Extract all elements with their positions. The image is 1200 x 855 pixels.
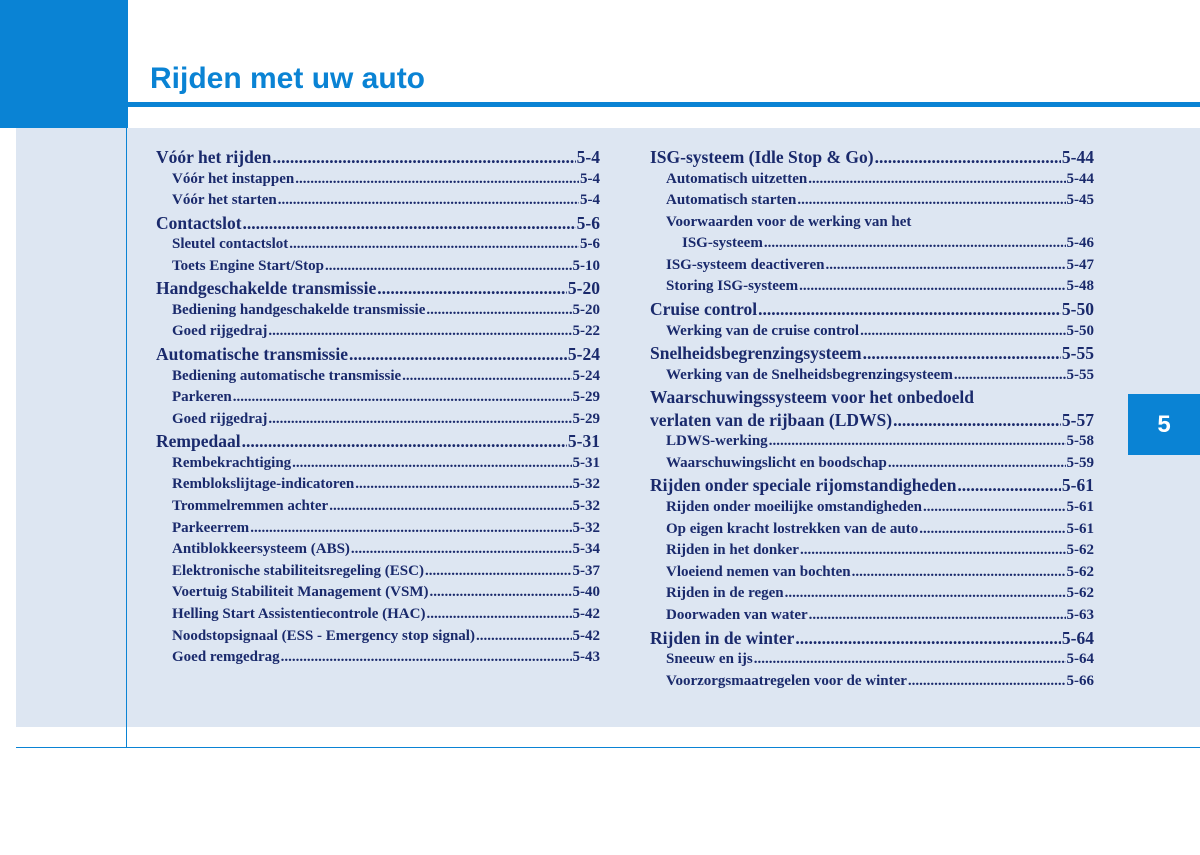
toc-entry-page: 5-29 bbox=[572, 389, 600, 406]
toc-entry-title: Voorwaarden voor de werking van het bbox=[666, 213, 912, 230]
toc-entry-page: 5-46 bbox=[1066, 235, 1094, 252]
toc-chapter-entry bbox=[650, 146, 1094, 169]
toc-section-entry bbox=[156, 234, 600, 256]
dot-leader bbox=[852, 562, 1066, 584]
toc-section-entry bbox=[650, 365, 1094, 387]
toc-entry-title: Goed rijgedraj bbox=[172, 323, 268, 340]
dot-leader bbox=[268, 409, 571, 431]
toc-entry-title: Noodstopsignaal (ESS - Emergency stop signal) bbox=[172, 627, 475, 644]
dot-leader bbox=[281, 647, 572, 669]
toc-entry-title: Rijden in de regen bbox=[666, 585, 784, 602]
margin-rule-vertical bbox=[126, 128, 127, 748]
toc-entry-title: Rijden in de winter bbox=[650, 627, 795, 648]
dot-leader bbox=[808, 169, 1065, 191]
footer-rule bbox=[16, 747, 1200, 748]
dot-leader bbox=[785, 583, 1066, 605]
toc-section-entry bbox=[650, 453, 1094, 475]
toc-entry-page: 5-10 bbox=[572, 257, 600, 274]
dot-leader bbox=[908, 671, 1066, 693]
toc-chapter-entry bbox=[650, 409, 1094, 432]
toc-section-entry bbox=[156, 626, 600, 648]
toc-entry-page: 5-20 bbox=[567, 278, 600, 299]
toc-entry-page: 5-44 bbox=[1066, 170, 1094, 187]
toc-entry-page: 5-29 bbox=[572, 410, 600, 427]
toc-section-entry bbox=[650, 497, 1094, 519]
toc-entry-title: Cruise control bbox=[650, 299, 758, 320]
toc-section-entry bbox=[156, 256, 600, 278]
toc-entry-title: Voertuig Stabiliteit Management (VSM) bbox=[172, 584, 429, 601]
toc-entry-title: Werking van de cruise control bbox=[666, 322, 860, 339]
toc-entry-page: 5-34 bbox=[572, 541, 600, 558]
toc-section-entry bbox=[650, 562, 1094, 584]
toc-section-entry bbox=[650, 605, 1094, 627]
toc-entry-title: Rempedaal bbox=[156, 431, 241, 452]
toc-entry-page: 5-42 bbox=[572, 627, 600, 644]
dot-leader bbox=[769, 431, 1066, 453]
toc-entry-page: 5-50 bbox=[1066, 322, 1094, 339]
toc-entry-title: Sleutel contactslot bbox=[172, 236, 289, 253]
toc-section-entry bbox=[156, 409, 600, 431]
toc-entry-page: 5-4 bbox=[580, 170, 600, 187]
toc-entry-title: Vóór het instappen bbox=[172, 170, 295, 187]
toc-entry-title: Helling Start Assistentiecontrole (HAC) bbox=[172, 606, 426, 622]
toc-chapter-entry bbox=[650, 342, 1094, 365]
toc-section-entry bbox=[650, 255, 1094, 277]
toc-entry-page: 5-40 bbox=[572, 584, 600, 601]
toc-entry-title: Werking van de Snelheidsbegrenzingsysteem bbox=[666, 366, 953, 383]
dot-leader bbox=[957, 474, 1061, 497]
dot-leader bbox=[292, 453, 571, 475]
toc-entry-title: Remblokslijtage-indicatoren bbox=[172, 476, 355, 493]
toc-section-entry bbox=[156, 169, 600, 191]
toc-entry-title: Automatisch uitzetten bbox=[666, 170, 808, 187]
toc-section-entry bbox=[650, 431, 1094, 453]
dot-leader bbox=[888, 453, 1066, 475]
dot-leader bbox=[402, 366, 571, 388]
toc-column-right bbox=[650, 146, 1094, 692]
toc-entry-page: 5-44 bbox=[1061, 147, 1094, 167]
toc-chapter-entry bbox=[650, 386, 1094, 409]
toc-entry-page: 5-61 bbox=[1066, 498, 1094, 515]
toc-entry-title: Snelheidsbegrenzingsysteem bbox=[650, 343, 862, 364]
toc-entry-page: 5-63 bbox=[1066, 606, 1094, 623]
toc-entry-page: 5-61 bbox=[1066, 520, 1094, 537]
dot-leader bbox=[764, 233, 1066, 255]
dot-leader bbox=[426, 604, 571, 626]
toc-chapter-entry bbox=[156, 277, 600, 300]
dot-leader bbox=[325, 256, 572, 278]
dot-leader bbox=[954, 365, 1066, 387]
toc-section-entry bbox=[156, 496, 600, 518]
dot-leader bbox=[923, 497, 1066, 519]
toc-section-entry bbox=[650, 321, 1094, 343]
toc-entry-title: Bediening automatische transmissie bbox=[172, 367, 402, 384]
toc-section-entry bbox=[156, 604, 600, 626]
toc-entry-title: Doorwaden van water bbox=[666, 606, 808, 623]
toc-entry-page: 5-31 bbox=[567, 431, 600, 452]
dot-leader bbox=[289, 234, 579, 256]
toc-entry-page: 5-37 bbox=[572, 562, 600, 579]
toc-section-entry bbox=[156, 561, 600, 583]
toc-entry-page: 5-4 bbox=[580, 192, 600, 209]
toc-section-entry bbox=[650, 583, 1094, 605]
dot-leader bbox=[268, 321, 571, 343]
toc-entry-title: Sneeuw en ijs bbox=[666, 651, 753, 667]
toc-section-entry bbox=[156, 518, 600, 540]
toc-entry-page: 5-57 bbox=[1061, 409, 1094, 430]
toc-entry-page: 5-50 bbox=[1061, 299, 1094, 320]
toc-entry-title: Toets Engine Start/Stop bbox=[172, 257, 324, 274]
toc-section-entry bbox=[156, 647, 600, 669]
toc-section-entry bbox=[650, 190, 1094, 212]
dot-leader bbox=[243, 212, 576, 235]
dot-leader bbox=[242, 430, 567, 453]
toc-section-entry bbox=[156, 539, 600, 561]
toc-entry-title: Vóór het rijden bbox=[156, 147, 272, 167]
dot-leader bbox=[797, 190, 1065, 212]
toc-section-entry bbox=[156, 582, 600, 604]
toc-entry-page: 5-43 bbox=[572, 649, 600, 666]
toc-entry-page: 5-62 bbox=[1066, 585, 1094, 602]
toc-entry-title: Bediening handgeschakelde transmissie bbox=[172, 301, 426, 318]
dot-leader bbox=[295, 169, 579, 191]
toc-chapter-entry bbox=[650, 474, 1094, 497]
toc-entry-page: 5-6 bbox=[576, 212, 600, 233]
dot-leader bbox=[351, 539, 572, 561]
toc-section-entry bbox=[650, 671, 1094, 693]
toc-entry-title: Automatisch starten bbox=[666, 192, 797, 209]
toc-entry-title: Handgeschakelde transmissie bbox=[156, 278, 377, 299]
toc-entry-title: Parkeren bbox=[172, 389, 232, 406]
header-color-block bbox=[0, 0, 128, 128]
dot-leader bbox=[377, 277, 567, 300]
toc-entry-page: 5-32 bbox=[572, 519, 600, 536]
dot-leader bbox=[800, 540, 1066, 562]
toc-section-entry bbox=[156, 190, 600, 212]
toc-chapter-entry bbox=[156, 343, 600, 366]
toc-entry-title: ISG-systeem (Idle Stop & Go) bbox=[650, 147, 874, 167]
toc-chapter-entry bbox=[156, 146, 600, 169]
dot-leader bbox=[919, 519, 1065, 541]
dot-leader bbox=[754, 649, 1066, 671]
chapter-number: 5 bbox=[1157, 410, 1171, 438]
toc-entry-page: 5-31 bbox=[572, 454, 600, 471]
toc-section-entry bbox=[650, 276, 1094, 298]
toc-entry-title: Op eigen kracht lostrekken van de auto bbox=[666, 520, 919, 537]
dot-leader bbox=[758, 298, 1061, 321]
dot-leader bbox=[799, 276, 1065, 298]
toc-entry-page: 5-59 bbox=[1066, 454, 1094, 471]
toc-section-entry bbox=[156, 300, 600, 322]
toc-entry-page: 5-55 bbox=[1066, 366, 1094, 383]
toc-section-entry bbox=[156, 474, 600, 496]
toc-entry-page: 5-55 bbox=[1061, 343, 1094, 364]
toc-section-entry bbox=[650, 649, 1094, 671]
toc-entry-page: 5-47 bbox=[1066, 256, 1094, 273]
toc-entry-page: 5-22 bbox=[572, 323, 600, 340]
toc-entry-title: ISG-systeem deactiveren bbox=[666, 256, 825, 273]
title-rule bbox=[128, 102, 1200, 107]
toc-entry-page: 5-61 bbox=[1061, 475, 1094, 496]
dot-leader bbox=[863, 342, 1061, 365]
toc-section-entry bbox=[156, 321, 600, 343]
toc-entry-title: Goed rijgedraj bbox=[172, 410, 268, 427]
dot-leader bbox=[425, 561, 572, 583]
toc-entry-title: Trommelremmen achter bbox=[172, 498, 329, 515]
toc-entry-title: Automatische transmissie bbox=[156, 344, 348, 365]
toc-entry-title: ISG-systeem bbox=[682, 235, 763, 252]
toc-entry-page: 5-4 bbox=[576, 147, 600, 167]
dot-leader bbox=[329, 496, 571, 518]
toc-section-entry bbox=[650, 519, 1094, 541]
dot-leader bbox=[349, 343, 567, 366]
page-title: Rijden met uw auto bbox=[150, 62, 426, 95]
toc-entry-title: Waarschuwingslicht en boodschap bbox=[666, 454, 887, 471]
toc-entry-page: 5-66 bbox=[1066, 672, 1094, 689]
toc-entry-title: Rijden in het donker bbox=[666, 542, 799, 559]
dot-leader bbox=[825, 255, 1065, 277]
toc-entry-title: Rijden onder speciale rijomstandigheden bbox=[650, 475, 957, 496]
dot-leader bbox=[476, 626, 572, 648]
toc-entry-page: 5-62 bbox=[1066, 542, 1094, 559]
toc-section-entry bbox=[156, 453, 600, 475]
toc-entry-title: Rembekrachtiging bbox=[172, 454, 292, 471]
toc-section-entry bbox=[650, 233, 1094, 255]
dot-leader bbox=[233, 387, 572, 409]
toc-entry-title: Elektronische stabiliteitsregeling (ESC) bbox=[172, 562, 424, 579]
toc-entry-title: Vloeiend nemen van bochten bbox=[666, 563, 851, 580]
toc-entry-page: 5-62 bbox=[1066, 563, 1094, 580]
toc-entry-title: Storing ISG-systeem bbox=[666, 278, 799, 295]
toc-entry-title: Rijden onder moeilijke omstandigheden bbox=[666, 498, 922, 515]
toc-entry-page: 5-32 bbox=[572, 498, 600, 515]
toc-entry-page: 5-24 bbox=[567, 344, 600, 365]
toc-section-entry bbox=[156, 387, 600, 409]
toc-entry-page: 5-48 bbox=[1066, 278, 1094, 295]
toc-entry-page: 5-20 bbox=[572, 301, 600, 318]
dot-leader bbox=[893, 409, 1061, 432]
toc-section-entry bbox=[650, 540, 1094, 562]
toc-entry-title: Contactslot bbox=[156, 212, 242, 233]
toc-section-entry bbox=[650, 169, 1094, 191]
dot-leader bbox=[272, 146, 575, 169]
dot-leader bbox=[426, 300, 571, 322]
toc-chapter-entry bbox=[650, 298, 1094, 321]
toc-entry-page: 5-24 bbox=[572, 367, 600, 384]
toc-entry-title: Parkeerrem bbox=[172, 519, 250, 536]
toc-section-entry bbox=[650, 212, 1094, 234]
toc-chapter-entry bbox=[156, 430, 600, 453]
toc-entry-page: 5-64 bbox=[1066, 651, 1094, 667]
toc-entry-title: Vóór het starten bbox=[172, 192, 277, 209]
dot-leader bbox=[430, 582, 572, 604]
toc-entry-page: 5-6 bbox=[580, 236, 600, 253]
toc-entry-page: 5-64 bbox=[1061, 627, 1094, 648]
dot-leader bbox=[250, 518, 571, 540]
toc-entry-title: Waarschuwingssysteem voor het onbedoeld bbox=[650, 387, 974, 408]
toc-chapter-entry bbox=[156, 212, 600, 235]
toc-entry-page: 5-32 bbox=[572, 476, 600, 493]
toc-section-entry bbox=[156, 366, 600, 388]
dot-leader bbox=[278, 190, 579, 212]
dot-leader bbox=[875, 146, 1061, 169]
toc-chapter-entry bbox=[650, 627, 1094, 650]
dot-leader bbox=[809, 605, 1066, 627]
toc-entry-page: 5-42 bbox=[572, 606, 600, 622]
toc-entry-title: verlaten van de rijbaan (LDWS) bbox=[650, 409, 893, 430]
toc-entry-page: 5-45 bbox=[1066, 192, 1094, 209]
toc-entry-title: LDWS-werking bbox=[666, 433, 768, 450]
toc-entry-title: Voorzorgsmaatregelen voor de winter bbox=[666, 672, 907, 689]
toc-entry-page: 5-58 bbox=[1066, 433, 1094, 450]
dot-leader bbox=[860, 321, 1065, 343]
dot-leader bbox=[355, 474, 571, 496]
dot-leader bbox=[795, 627, 1061, 650]
chapter-tab bbox=[1128, 394, 1200, 455]
toc-entry-title: Antiblokkeersysteem (ABS) bbox=[172, 541, 350, 558]
toc-entry-title: Goed remgedrag bbox=[172, 649, 280, 666]
toc-column-left bbox=[156, 146, 600, 669]
